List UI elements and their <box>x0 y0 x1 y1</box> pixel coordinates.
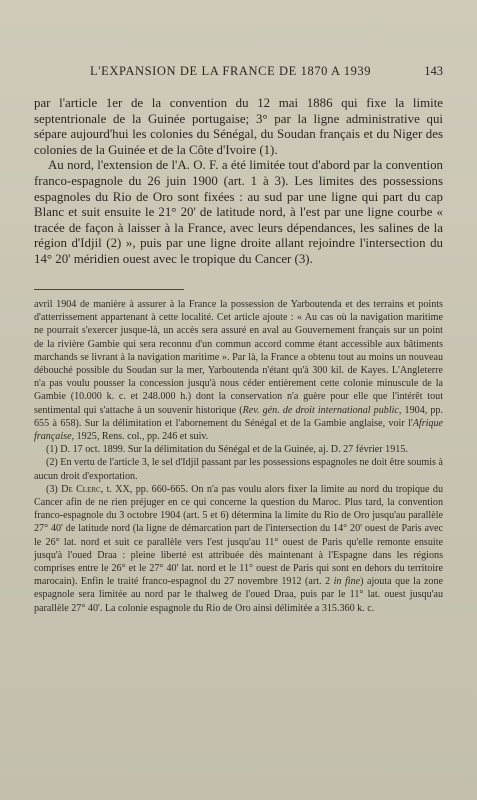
footnote-3 <box>34 483 443 615</box>
footnote-3-number: (3) <box>46 483 62 495</box>
footnote-2: (2) En vertu de l'article 3, le sel d'Idjil passant par les possessions espagnoles ne doit être soumis à aucun droit d'exportation. <box>34 457 443 482</box>
footnote-continued-text-c: , 1925, Rens. col., pp. 246 et suiv. <box>71 431 209 443</box>
page-header <box>34 62 443 82</box>
footnote-3-in-fine: in fine <box>333 576 361 588</box>
footnote-reference-journal: Rev. gén. de droit international public <box>242 404 399 416</box>
footnote-3-text-a: , t. XX, pp. 660-665. On n'a pas voulu alors fixer la limite au nord du tropique du Cancer afin de ne rien préjuger en ce qui concerne la question du Maroc. Plus tard, la convention franco-espagnole du 3 octobre 1904 (art. 5 et 6) détermina la limite du Rio de Oro jusqu'au parallèle 27° 40' de latitude nord (la ligne de démarcation part de l'intersection du 14° 20' ouest de Paris avec le 26° lat. nord et suit ce parallèle vers l'est jusqu'au 11° ouest de Paris qu'elle remonte ensuite jusqu'à l'oued Draa : pleine liberté est attribuée dès maintenant à l'Espagne dans les régions comprises entre le 26° et le 27° 40' lat. nord et le 11° ouest de Paris qui sont en dehors du territoire marocain). Enfin le traité franco-espagnol du 27 novembre 1912 (art. 2 <box>34 483 443 588</box>
footnote-1: (1) D. 17 oct. 1899. Sur la délimitation du Sénégal et de la Guinée, aj. D. 27 février 1915. <box>46 444 408 456</box>
running-title: L'EXPANSION DE LA FRANCE DE 1870 A 1939 <box>90 64 372 78</box>
footnote-continued <box>34 298 443 443</box>
main-text <box>34 96 443 268</box>
footnotes <box>34 298 443 615</box>
paragraph-north-extension: Au nord, l'extension de l'A. O. F. a été limitée tout d'abord par la convention franco-espagnole du 26 juin 1900 (art. 1 à 3). Les limites des possessions espagnoles du Rio de Oro sont fixées : au sud par une ligne qui part du cap Blanc et suit ensuite le 21° 20' de latitude nord, à l'est par une ligne courbe « tracée de façon à laisser à la France, avec leurs dépendances, les salines de la région d'Idjil (2) », puis par une ligne droite allant rejoindre l'intersection du 14° 20' méridien ouest avec le tropique du Cancer (3). <box>34 158 443 266</box>
page-number: 143 <box>424 64 443 78</box>
footnote-3-author: De Clerc <box>61 483 101 495</box>
footnote-continued-text-a: avril 1904 de manière à assurer à la France la possession de Yarboutenda et des terrains et points d'atterrissement appartenant à cette localité. Cet article ajoute : « Au cas où la navigation maritime ne pourrait s'exercer jusque-là, un accès sera assuré en aval au Gouvernement français sur un point de la rivière Gambie qui sera reconnu d'un commun accord comme étant accessible aux bâtiments marchands se livrant à la navigation maritime ». Par là, la France a obtenu tout au moins un nouveau débouché possible du Soudan sur la mer, Yarboutenda n'étant qu'à 300 kil. de Kayes. L'Angleterre n'a pas voulu pousser la concession jusqu'à nous céder entièrement cette colonie minuscule de la Gambie (10.000 k. c. et 248.000 h.) dont la conservation n'a guère pour elle que l'intérêt tout sentimental qui s'attache à un souvenir historique ( <box>34 299 443 416</box>
footnote-continued-text-b: , 1904, pp. 655 à 658). Sur la délimitation et l'abornement du Sénégal et de la Gambie anglaise, voir l' <box>34 404 444 429</box>
paragraph-guinea-boundaries: par l'article 1er de la convention du 12 mai 1886 qui fixe la limite septentrionale de la Guinée portugaise; 3° par la ligne administrative qui sépare aujourd'hui les colonies du Sénégal, du Soudan français et du Niger des colonies de la Guinée et de la Côte d'Ivoire (1). <box>34 96 443 157</box>
footnote-reference-afrique: Afrique française <box>34 417 443 443</box>
footnote-3-text-b: ) ajouta que la zone espagnole sera limitée au nord par le thalweg de l'oued Draa, puis par le 11° lat. ouest jusqu'au parallèle 27° 40'. La colonie espagnole du Rio de Oro ainsi délimitée a 315.360 k. c. <box>34 576 444 614</box>
footnote-separator <box>34 289 184 290</box>
